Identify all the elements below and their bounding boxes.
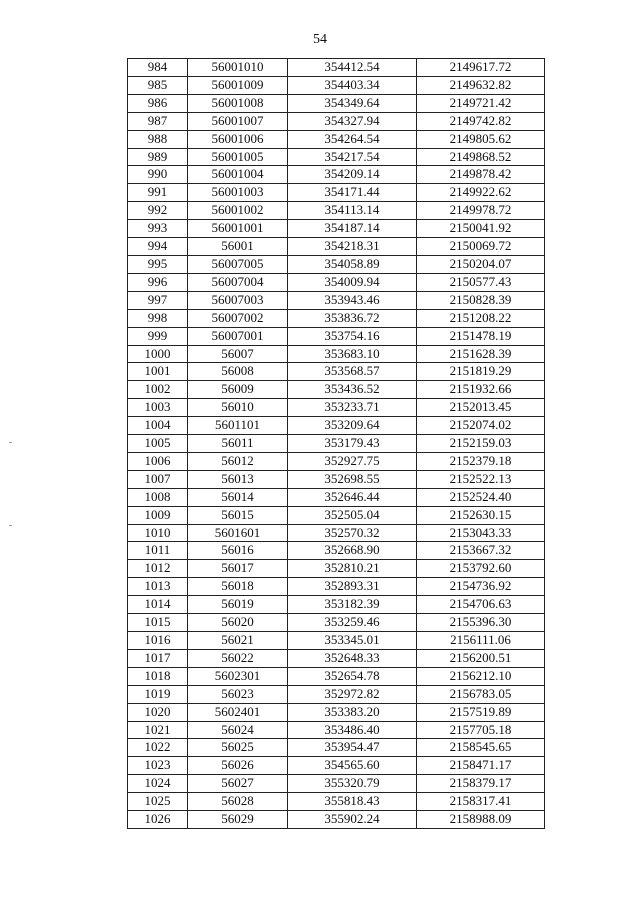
row-number-cell: 1019 <box>128 685 188 703</box>
point-id-cell: 56007003 <box>188 291 288 309</box>
row-number-cell: 1003 <box>128 399 188 417</box>
y-coordinate-cell: 2149922.62 <box>417 184 545 202</box>
table-row <box>128 345 545 363</box>
x-coordinate-cell: 353568.57 <box>288 363 417 381</box>
row-number-cell: 1023 <box>128 757 188 775</box>
x-coordinate-cell: 355320.79 <box>288 775 417 793</box>
row-number-cell: 984 <box>128 59 188 77</box>
y-coordinate-cell: 2149721.42 <box>417 94 545 112</box>
y-coordinate-cell: 2149878.42 <box>417 166 545 184</box>
row-number-cell: 999 <box>128 327 188 345</box>
y-coordinate-cell: 2153792.60 <box>417 560 545 578</box>
point-id-cell: 56023 <box>188 685 288 703</box>
table-row <box>128 327 545 345</box>
row-number-cell: 993 <box>128 220 188 238</box>
row-number-cell: 1013 <box>128 578 188 596</box>
y-coordinate-cell: 2151819.29 <box>417 363 545 381</box>
x-coordinate-cell: 353383.20 <box>288 703 417 721</box>
table-row <box>128 811 545 829</box>
y-coordinate-cell: 2153043.33 <box>417 524 545 542</box>
x-coordinate-cell: 352927.75 <box>288 452 417 470</box>
point-id-cell: 56007005 <box>188 255 288 273</box>
x-coordinate-cell: 352810.21 <box>288 560 417 578</box>
row-number-cell: 1022 <box>128 739 188 757</box>
table-row <box>128 614 545 632</box>
point-id-cell: 56025 <box>188 739 288 757</box>
table-row <box>128 166 545 184</box>
table-row <box>128 506 545 524</box>
point-id-cell: 56026 <box>188 757 288 775</box>
point-id-cell: 56010 <box>188 399 288 417</box>
y-coordinate-cell: 2153667.32 <box>417 542 545 560</box>
table-row <box>128 435 545 453</box>
x-coordinate-cell: 354565.60 <box>288 757 417 775</box>
row-number-cell: 1020 <box>128 703 188 721</box>
x-coordinate-cell: 354209.14 <box>288 166 417 184</box>
x-coordinate-cell: 354349.64 <box>288 94 417 112</box>
margin-mark <box>9 525 12 526</box>
table-row <box>128 739 545 757</box>
table-row <box>128 273 545 291</box>
table-row <box>128 59 545 77</box>
row-number-cell: 1018 <box>128 667 188 685</box>
x-coordinate-cell: 354171.44 <box>288 184 417 202</box>
table-row <box>128 757 545 775</box>
x-coordinate-cell: 354009.94 <box>288 273 417 291</box>
y-coordinate-cell: 2149617.72 <box>417 59 545 77</box>
y-coordinate-cell: 2156212.10 <box>417 667 545 685</box>
table-row <box>128 524 545 542</box>
y-coordinate-cell: 2151478.19 <box>417 327 545 345</box>
row-number-cell: 995 <box>128 255 188 273</box>
point-id-cell: 56014 <box>188 488 288 506</box>
table-row <box>128 202 545 220</box>
x-coordinate-cell: 353836.72 <box>288 309 417 327</box>
table-row <box>128 255 545 273</box>
x-coordinate-cell: 353486.40 <box>288 721 417 739</box>
point-id-cell: 5601601 <box>188 524 288 542</box>
row-number-cell: 1010 <box>128 524 188 542</box>
row-number-cell: 1000 <box>128 345 188 363</box>
table-row <box>128 76 545 94</box>
x-coordinate-cell: 353436.52 <box>288 381 417 399</box>
y-coordinate-cell: 2158379.17 <box>417 775 545 793</box>
table-row <box>128 417 545 435</box>
row-number-cell: 997 <box>128 291 188 309</box>
row-number-cell: 1025 <box>128 793 188 811</box>
table-row <box>128 721 545 739</box>
row-number-cell: 1005 <box>128 435 188 453</box>
table-row <box>128 381 545 399</box>
x-coordinate-cell: 354058.89 <box>288 255 417 273</box>
x-coordinate-cell: 354403.34 <box>288 76 417 94</box>
table-row <box>128 775 545 793</box>
table-row <box>128 667 545 685</box>
row-number-cell: 996 <box>128 273 188 291</box>
row-number-cell: 1007 <box>128 470 188 488</box>
point-id-cell: 56001 <box>188 238 288 256</box>
row-number-cell: 1001 <box>128 363 188 381</box>
margin-mark <box>9 442 12 443</box>
x-coordinate-cell: 352646.44 <box>288 488 417 506</box>
x-coordinate-cell: 352698.55 <box>288 470 417 488</box>
table-row <box>128 238 545 256</box>
x-coordinate-cell: 352505.04 <box>288 506 417 524</box>
table-row <box>128 632 545 650</box>
row-number-cell: 1009 <box>128 506 188 524</box>
y-coordinate-cell: 2158545.65 <box>417 739 545 757</box>
x-coordinate-cell: 353683.10 <box>288 345 417 363</box>
row-number-cell: 998 <box>128 309 188 327</box>
x-coordinate-cell: 354218.31 <box>288 238 417 256</box>
x-coordinate-cell: 354327.94 <box>288 112 417 130</box>
table-row <box>128 363 545 381</box>
y-coordinate-cell: 2157519.89 <box>417 703 545 721</box>
table-row <box>128 470 545 488</box>
coordinates-table-body <box>128 59 545 829</box>
table-row <box>128 452 545 470</box>
point-id-cell: 56027 <box>188 775 288 793</box>
point-id-cell: 56001001 <box>188 220 288 238</box>
point-id-cell: 5602301 <box>188 667 288 685</box>
y-coordinate-cell: 2152159.03 <box>417 435 545 453</box>
row-number-cell: 1014 <box>128 596 188 614</box>
x-coordinate-cell: 353209.64 <box>288 417 417 435</box>
y-coordinate-cell: 2156111.06 <box>417 632 545 650</box>
table-row <box>128 542 545 560</box>
point-id-cell: 56001007 <box>188 112 288 130</box>
table-row <box>128 703 545 721</box>
x-coordinate-cell: 352893.31 <box>288 578 417 596</box>
y-coordinate-cell: 2149805.62 <box>417 130 545 148</box>
y-coordinate-cell: 2156200.51 <box>417 649 545 667</box>
row-number-cell: 986 <box>128 94 188 112</box>
row-number-cell: 1017 <box>128 649 188 667</box>
point-id-cell: 56001008 <box>188 94 288 112</box>
y-coordinate-cell: 2152074.02 <box>417 417 545 435</box>
table-row <box>128 560 545 578</box>
point-id-cell: 56011 <box>188 435 288 453</box>
x-coordinate-cell: 354187.14 <box>288 220 417 238</box>
table-row <box>128 596 545 614</box>
x-coordinate-cell: 355902.24 <box>288 811 417 829</box>
table-row <box>128 685 545 703</box>
point-id-cell: 56016 <box>188 542 288 560</box>
row-number-cell: 1004 <box>128 417 188 435</box>
y-coordinate-cell: 2158988.09 <box>417 811 545 829</box>
point-id-cell: 5601101 <box>188 417 288 435</box>
table-row <box>128 291 545 309</box>
coordinates-table <box>127 58 545 829</box>
x-coordinate-cell: 353943.46 <box>288 291 417 309</box>
point-id-cell: 56021 <box>188 632 288 650</box>
x-coordinate-cell: 353179.43 <box>288 435 417 453</box>
point-id-cell: 56001002 <box>188 202 288 220</box>
y-coordinate-cell: 2150828.39 <box>417 291 545 309</box>
point-id-cell: 56029 <box>188 811 288 829</box>
y-coordinate-cell: 2158317.41 <box>417 793 545 811</box>
y-coordinate-cell: 2154706.63 <box>417 596 545 614</box>
point-id-cell: 56001004 <box>188 166 288 184</box>
row-number-cell: 994 <box>128 238 188 256</box>
row-number-cell: 1015 <box>128 614 188 632</box>
x-coordinate-cell: 354113.14 <box>288 202 417 220</box>
x-coordinate-cell: 354412.54 <box>288 59 417 77</box>
y-coordinate-cell: 2150204.07 <box>417 255 545 273</box>
y-coordinate-cell: 2149978.72 <box>417 202 545 220</box>
y-coordinate-cell: 2152630.15 <box>417 506 545 524</box>
point-id-cell: 56001005 <box>188 148 288 166</box>
row-number-cell: 1026 <box>128 811 188 829</box>
row-number-cell: 991 <box>128 184 188 202</box>
table-row <box>128 399 545 417</box>
point-id-cell: 56018 <box>188 578 288 596</box>
table-row <box>128 578 545 596</box>
x-coordinate-cell: 354264.54 <box>288 130 417 148</box>
point-id-cell: 56007004 <box>188 273 288 291</box>
point-id-cell: 5602401 <box>188 703 288 721</box>
y-coordinate-cell: 2151208.22 <box>417 309 545 327</box>
table-row <box>128 112 545 130</box>
x-coordinate-cell: 355818.43 <box>288 793 417 811</box>
y-coordinate-cell: 2149868.52 <box>417 148 545 166</box>
table-row <box>128 130 545 148</box>
y-coordinate-cell: 2156783.05 <box>417 685 545 703</box>
point-id-cell: 56001009 <box>188 76 288 94</box>
y-coordinate-cell: 2151628.39 <box>417 345 545 363</box>
point-id-cell: 56008 <box>188 363 288 381</box>
y-coordinate-cell: 2150041.92 <box>417 220 545 238</box>
y-coordinate-cell: 2152379.18 <box>417 452 545 470</box>
y-coordinate-cell: 2151932.66 <box>417 381 545 399</box>
y-coordinate-cell: 2149742.82 <box>417 112 545 130</box>
x-coordinate-cell: 353259.46 <box>288 614 417 632</box>
page-number: 54 <box>313 32 327 47</box>
table-row <box>128 488 545 506</box>
table-row <box>128 184 545 202</box>
y-coordinate-cell: 2155396.30 <box>417 614 545 632</box>
point-id-cell: 56007002 <box>188 309 288 327</box>
row-number-cell: 990 <box>128 166 188 184</box>
point-id-cell: 56020 <box>188 614 288 632</box>
y-coordinate-cell: 2150577.43 <box>417 273 545 291</box>
table-row <box>128 649 545 667</box>
row-number-cell: 987 <box>128 112 188 130</box>
point-id-cell: 56013 <box>188 470 288 488</box>
table-row <box>128 309 545 327</box>
point-id-cell: 56001010 <box>188 59 288 77</box>
point-id-cell: 56022 <box>188 649 288 667</box>
point-id-cell: 56001006 <box>188 130 288 148</box>
x-coordinate-cell: 352570.32 <box>288 524 417 542</box>
row-number-cell: 1024 <box>128 775 188 793</box>
x-coordinate-cell: 353754.16 <box>288 327 417 345</box>
x-coordinate-cell: 352972.82 <box>288 685 417 703</box>
y-coordinate-cell: 2157705.18 <box>417 721 545 739</box>
row-number-cell: 1002 <box>128 381 188 399</box>
y-coordinate-cell: 2154736.92 <box>417 578 545 596</box>
row-number-cell: 1016 <box>128 632 188 650</box>
point-id-cell: 56024 <box>188 721 288 739</box>
x-coordinate-cell: 353345.01 <box>288 632 417 650</box>
y-coordinate-cell: 2150069.72 <box>417 238 545 256</box>
point-id-cell: 56012 <box>188 452 288 470</box>
point-id-cell: 56019 <box>188 596 288 614</box>
x-coordinate-cell: 352648.33 <box>288 649 417 667</box>
row-number-cell: 1021 <box>128 721 188 739</box>
point-id-cell: 56001003 <box>188 184 288 202</box>
point-id-cell: 56028 <box>188 793 288 811</box>
row-number-cell: 1012 <box>128 560 188 578</box>
y-coordinate-cell: 2152524.40 <box>417 488 545 506</box>
x-coordinate-cell: 354217.54 <box>288 148 417 166</box>
y-coordinate-cell: 2149632.82 <box>417 76 545 94</box>
x-coordinate-cell: 353182.39 <box>288 596 417 614</box>
row-number-cell: 988 <box>128 130 188 148</box>
y-coordinate-cell: 2152013.45 <box>417 399 545 417</box>
row-number-cell: 989 <box>128 148 188 166</box>
row-number-cell: 1011 <box>128 542 188 560</box>
table-row <box>128 793 545 811</box>
row-number-cell: 985 <box>128 76 188 94</box>
row-number-cell: 1006 <box>128 452 188 470</box>
row-number-cell: 1008 <box>128 488 188 506</box>
point-id-cell: 56009 <box>188 381 288 399</box>
x-coordinate-cell: 352668.90 <box>288 542 417 560</box>
table-row <box>128 148 545 166</box>
row-number-cell: 992 <box>128 202 188 220</box>
point-id-cell: 56017 <box>188 560 288 578</box>
point-id-cell: 56007 <box>188 345 288 363</box>
y-coordinate-cell: 2152522.13 <box>417 470 545 488</box>
point-id-cell: 56007001 <box>188 327 288 345</box>
x-coordinate-cell: 353954.47 <box>288 739 417 757</box>
point-id-cell: 56015 <box>188 506 288 524</box>
table-row <box>128 94 545 112</box>
x-coordinate-cell: 352654.78 <box>288 667 417 685</box>
x-coordinate-cell: 353233.71 <box>288 399 417 417</box>
table-row <box>128 220 545 238</box>
y-coordinate-cell: 2158471.17 <box>417 757 545 775</box>
